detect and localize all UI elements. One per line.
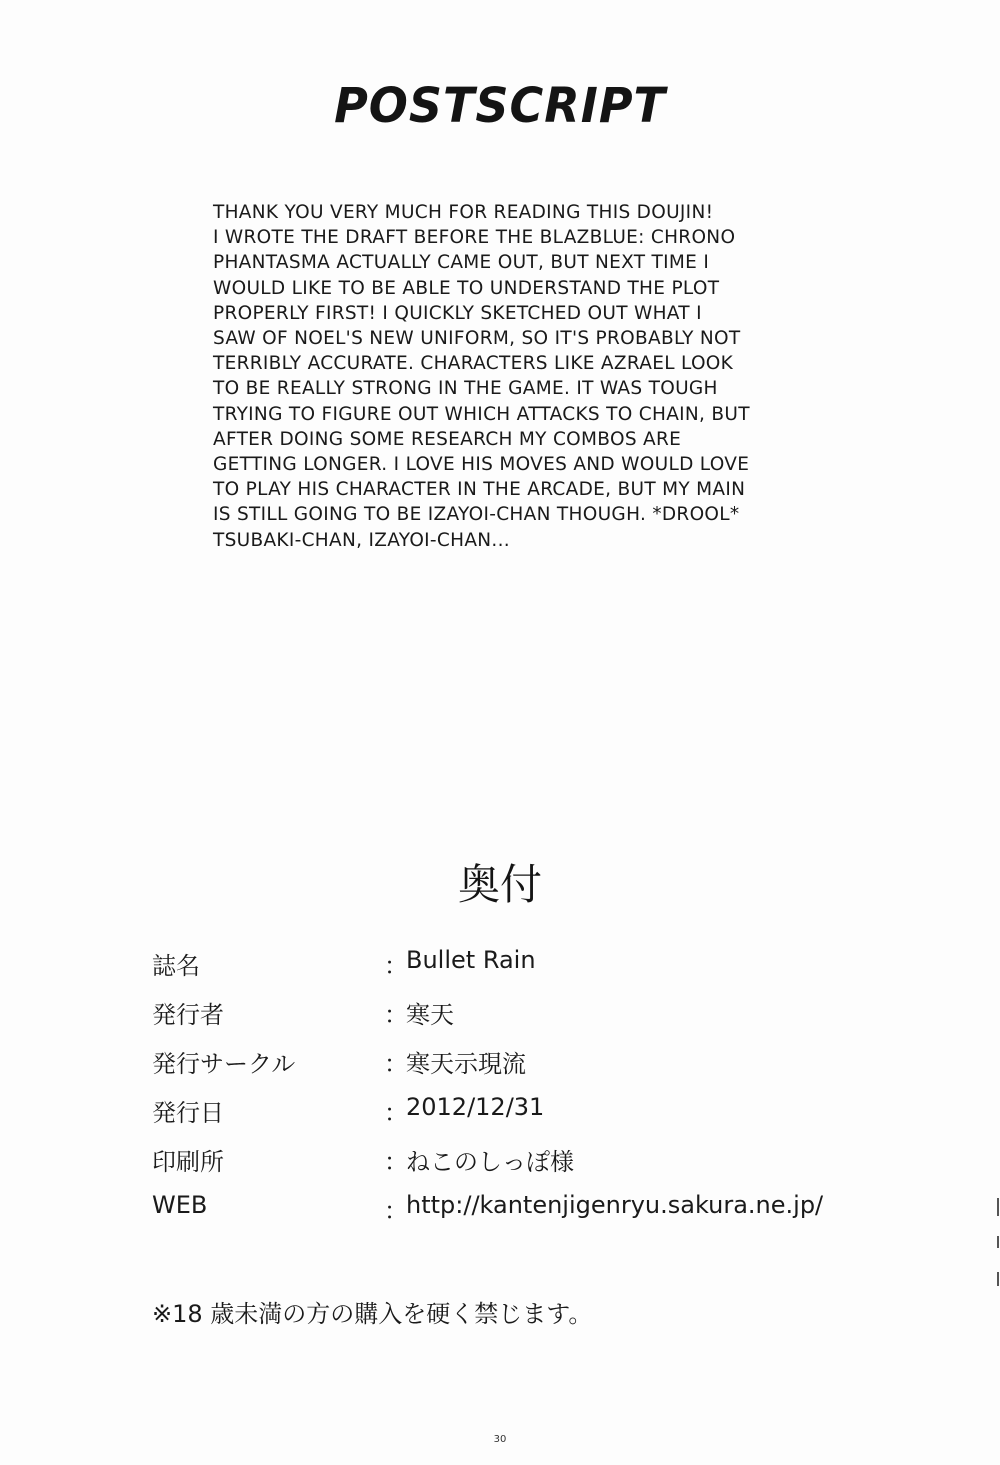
colophon-row-date [152, 1093, 912, 1142]
postscript-line: THANK YOU VERY MUCH FOR READING THIS DOUJIN! [213, 202, 714, 223]
colophon-separator: ： [384, 1001, 408, 1029]
colophon-row-title [152, 946, 912, 995]
colophon-separator: ： [384, 952, 408, 980]
colophon-value: 2012/12/31 [406, 1093, 545, 1121]
page-number: 30 [493, 1434, 507, 1445]
colophon-value: Bullet Rain [406, 946, 536, 974]
colophon-row-printer [152, 1142, 912, 1191]
colophon-separator: ： [384, 1197, 408, 1225]
colophon-value: ねこのしっぽ様 [406, 1148, 574, 1176]
colophon-label: 発行サークル [152, 1050, 296, 1078]
colophon-separator: ： [384, 1148, 408, 1176]
colophon-label: WEB [152, 1191, 208, 1219]
postscript-body [213, 200, 813, 553]
postscript-line: TO PLAY HIS CHARACTER IN THE ARCADE, BUT MY MAIN [213, 479, 746, 501]
colophon-separator: ： [384, 1099, 408, 1127]
postscript-line: TO BE REALLY STRONG IN THE GAME. IT WAS TOUGH [213, 378, 718, 400]
website-link[interactable]: http://kantenjigenryu.sakura.ne.jp/ [406, 1191, 824, 1219]
postscript-line: GETTING LONGER. I LOVE HIS MOVES AND WOULD LOVE [213, 454, 750, 476]
postscript-line: AFTER DOING SOME RESEARCH MY COMBOS ARE [213, 428, 682, 450]
postscript-line: WOULD LIKE TO BE ABLE TO UNDERSTAND THE PLOT [213, 277, 720, 299]
colophon-row-publisher [152, 995, 912, 1044]
scan-edge-mark [997, 1236, 999, 1248]
postscript-line: TSUBAKI-CHAN, IZAYOI-CHAN... [213, 529, 510, 551]
scan-edge-mark [997, 1198, 999, 1216]
postscript-line: PROPERLY FIRST! I QUICKLY SKETCHED OUT WHAT I [213, 302, 702, 324]
colophon-row-web [152, 1191, 912, 1240]
colophon-label: 印刷所 [152, 1148, 224, 1176]
colophon-value: 寒天 [406, 1001, 454, 1029]
colophon-label: 誌名 [152, 952, 200, 980]
postscript-line: IS STILL GOING TO BE IZAYOI-CHAN THOUGH. *DROOL* [213, 504, 740, 526]
colophon-row-circle [152, 1044, 912, 1093]
postscript-line: PHANTASMA ACTUALLY CAME OUT, BUT NEXT TIME I [213, 252, 710, 274]
colophon-table [152, 946, 912, 1240]
postscript-title: POSTSCRIPT [334, 76, 666, 134]
colophon-label: 発行者 [152, 1001, 224, 1029]
colophon-separator: ： [384, 1050, 408, 1078]
postscript-line: TERRIBLY ACCURATE. CHARACTERS LIKE AZRAEL LOOK [213, 353, 734, 375]
colophon-value: 寒天示現流 [406, 1050, 526, 1078]
scan-edge-mark [997, 1272, 999, 1286]
colophon-label: 発行日 [152, 1099, 224, 1127]
postscript-line: SAW OF NOEL'S NEW UNIFORM, SO IT'S PROBABLY NOT [213, 328, 741, 350]
age-restriction-notice: ※18 歳未満の方の購入を硬く禁じます。 [152, 1300, 593, 1328]
colophon-title: 奥付 [457, 860, 542, 909]
postscript-line: I WROTE THE DRAFT BEFORE THE BLAZBLUE: CHRONO [213, 227, 736, 249]
postscript-line: TRYING TO FIGURE OUT WHICH ATTACKS TO CHAIN, BUT [213, 403, 750, 425]
